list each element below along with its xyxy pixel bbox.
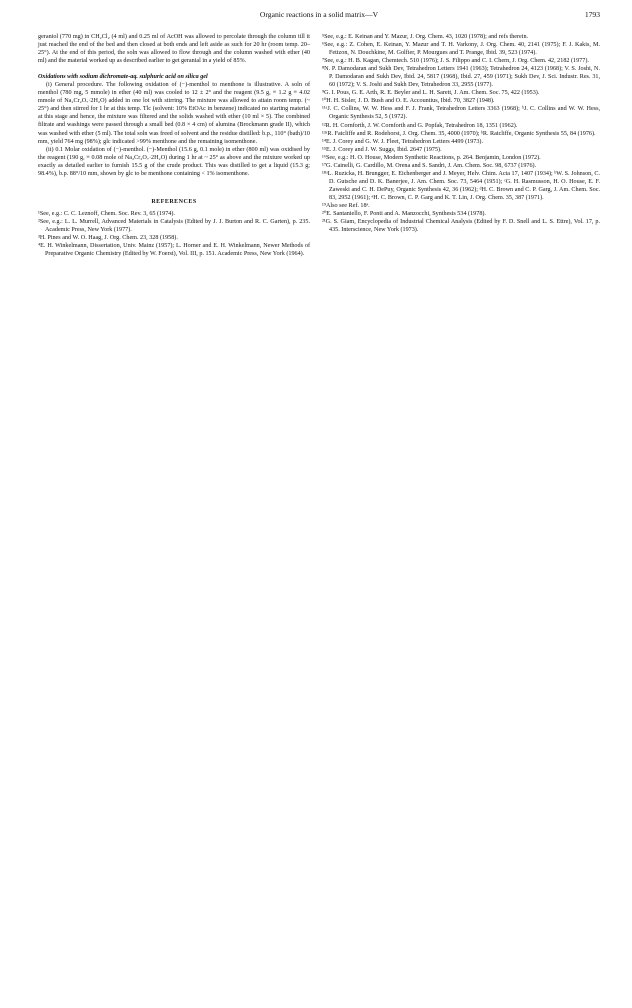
reference-item: ⁷See, e.g.: H. B. Kagan, Chemtech. 510 (1976); J. S. Filippo and C. I. Chern, J. Org. Chem. 42, 2182 (1977). <box>322 58 589 65</box>
left-column <box>38 33 310 258</box>
reference-item: ³H. Pines and W. O. Haag, J. Org. Chem. 23, 328 (1958). <box>38 234 178 241</box>
paragraph-molar-oxidation: (ii) 0.1 Molar oxidation of (−)-menthol. (−)-Menthol (15.6 g, 0.1 mole) in ether (800 ml) was oxidised by the reagent (190 g, ≡ 0.08 mole of Na₂Cr₂O₇·2H₂O) during 1 hr at ~ 25° as above and the mixture worked up exactly as detailed earlier to furnish 15.5 g of the crude product. This was distilled to get a liquid (15.3 g; 98.4%), b.p. 88°/10 mm, shown by glc to be menthone containing < 1% isomenthone. <box>38 146 310 177</box>
reference-item: ¹⁶See, e.g.: H. O. House, Modern Synthetic Reactions, p. 264. Benjamin, London (1972). <box>322 154 541 161</box>
reference-item: ¹³ᵃR. Fatcliffe and R. Rodehorst, J. Org. Chem. 35, 4000 (1970); ᵇR. Ratcliffe, Organic Synthesis 55, 84 (1976). <box>322 130 596 137</box>
references-heading: REFERENCES <box>151 198 197 205</box>
reference-item: ¹¹ᵃJ. C. Collins, W. W. Hess and F. J. Frank, Tetrahedron Letters 3363 (1968); ᵇJ. C. Collins and W. W. Hess, Organic Synthesis 52, 5 (1972). <box>322 106 600 121</box>
page-number: 1793 <box>584 10 600 19</box>
reference-item: ⁶See, e.g.: Z. Cohen, E. Keinan, Y. Mazur and T. H. Varkony, J. Org. Chem. 40, 2141 (1975); F. J. Kakis, M. Fetizon, N. Douchkine, M. Golfier, P. Mourgues and T. Prange, Ibid. 39, 523 (1974). <box>322 42 600 57</box>
section-heading: Oxidations with sodium dichromate-aq. sulphuric acid on silica gel <box>38 74 208 81</box>
page-header <box>38 10 600 24</box>
reference-item: ¹⁷G. Cainelli, G. Cardillo, M. Orena and S. Sandri, J. Am. Chem. Soc. 98, 6737 (1976). <box>322 162 537 169</box>
reference-item: ²See, e.g.: L. L. Murrell, Advanced Materials in Catalysis (Edited by J. J. Burton and R. C. Garten), p. 235. Academic Press, New York (1977). <box>38 218 310 233</box>
paragraph-general-procedure: (i) General procedure. The following oxidation of (−)-menthol to menthone is illustrative. A soln of menthol (780 mg, 5 mmole) in ether (40 ml) was cooled to 12 ± 2° and the reagent (9.5 g, ≡ 1.2 g ≡ 4.02 mmole of Na₂Cr₂O₇·2H₂O) added in one lot with stirring. The mixture was allowed to attain room temp. (~ 25°) and then stirred for 1 hr at this temp. Tlc (solvent: 10% EtOAc in benzene) indicated no starting material at this stage and hence, the mixture was filtered and the solids washed with ether (10 ml × 5). The combined filtrate and washings were passed through a small bed (0.8 × 4 cm) of alumina (Brockmann grade II), which was washed with ether (5 ml). The total soln was freed of solvent and the residue distilled: b.p., 110° (bath)/10 mm, yield 764 mg (98%); glc indicated >99% menthone and the remaining isomenthone. <box>38 82 310 145</box>
reference-item: ⁵See, e.g.: E. Keinan and Y. Mazur, J. Org. Chem. 43, 1020 (1978); and refs therein. <box>322 34 529 40</box>
reference-item: ¹⁹Also see Ref. 18ᵉ. <box>322 202 370 209</box>
paragraph-geranial: geraniol (770 mg) in CH₂Cl₂ (4 ml) and 0.25 ml of AcOH was allowed to percolate through the column till it just reached the end of the bed and then closed at both ends and left aside as such for 20 hr (room temp. 20–25°). At the end of this period, the soln was allowed to flow through and the column washed with ether (40 ml) and the material worked up as described earlier to get geranial in a yield of 85%. <box>38 34 310 65</box>
reference-item: ¹⁸ᵃL. Ruzicka, H. Brungger, E. Eichenberger and J. Meyer, Helv. Chim. Acta 17, 1407 (1934); ᵇW. S. Johnson, C. D. Gutsche and D. K. Banerjee, J. Am. Chem. Soc. 73, 5464 (1951); ᶜG. H. Rasmusson, H. O. House, E. F. Zaweski and C. H. DePuy, Organic Synthesis 42, 36 (1962); ᵈH. C. Brown and C. P. Garg, J. Am. Chem. Soc. 83, 2952 (1961); ᵉH. C. Brown, C. P. Garg and K. T. Lin, J. Org. Chem. 35, 387 (1971). <box>322 170 600 201</box>
reference-item: ⁹G. I. Pous, G. E. Arth, R. E. Beyler and L. H. Sarett, J. Am. Chem. Soc. 75, 422 (1953). <box>322 90 540 97</box>
reference-item: ²⁰E. Santaniello, F. Ponti and A. Manzocchi, Synthesis 534 (1978). <box>322 211 486 218</box>
reference-item: ¹See, e.g.: C. C. Leznoff, Chem. Soc. Rev. 3, 65 (1974). <box>38 210 175 217</box>
reference-item: ⁸N. P. Damodaran and Sukh Dev, Tetrahedron Letters 1941 (1963); Tetrahedron 24, 4123 (1968); V. S. Joshi, N. P. Damodaran and Sukh Dev, Ibid. 24, 5817 (1968), Ibid. 27, 459 (1971); Sukh Dev, J. Sci. Industr. Res. 31, 60 (1972); V. S. Joshi and Sukh Dev, Tetrahedron 33, 2955 (1977). <box>322 66 600 89</box>
reference-item: ¹⁰H. H. Sisler, J. D. Bush and O. E. Accountius, Ibid. 70, 3827 (1948). <box>322 98 495 105</box>
reference-item: ²¹G. S. Giam, Encyclopedia of Industrial Chemical Analysis (Edited by F. D. Snell and L. S. Ettre), Vol. 17, p. 435. Interscience, New York (1973). <box>322 219 600 234</box>
running-title: Organic reactions in a solid matrix—V <box>259 10 379 19</box>
right-column <box>322 33 600 234</box>
reference-item: ⁴E. H. Winkelmann, Dissertation, Univ. Mainz (1957); L. Horner and E. H. Winkelmann, Newer Methods of Preparative Organic Chemistry (Edited by W. Foerst), Vol. III, p. 151. Academic Press, New York (1964). <box>38 243 310 258</box>
reference-item: ¹⁴E. J. Corey and G. W. J. Fleet, Tetrahedron Letters 4499 (1973). <box>322 138 484 145</box>
reference-item: ¹⁵E. J. Corey and J. W. Suggs, Ibid. 2647 (1975). <box>322 146 442 153</box>
reference-item: ¹²R. H. Cornforth, J. W. Cornforth and G. Popfak, Tetrahedron 18, 1351 (1962). <box>322 122 518 129</box>
